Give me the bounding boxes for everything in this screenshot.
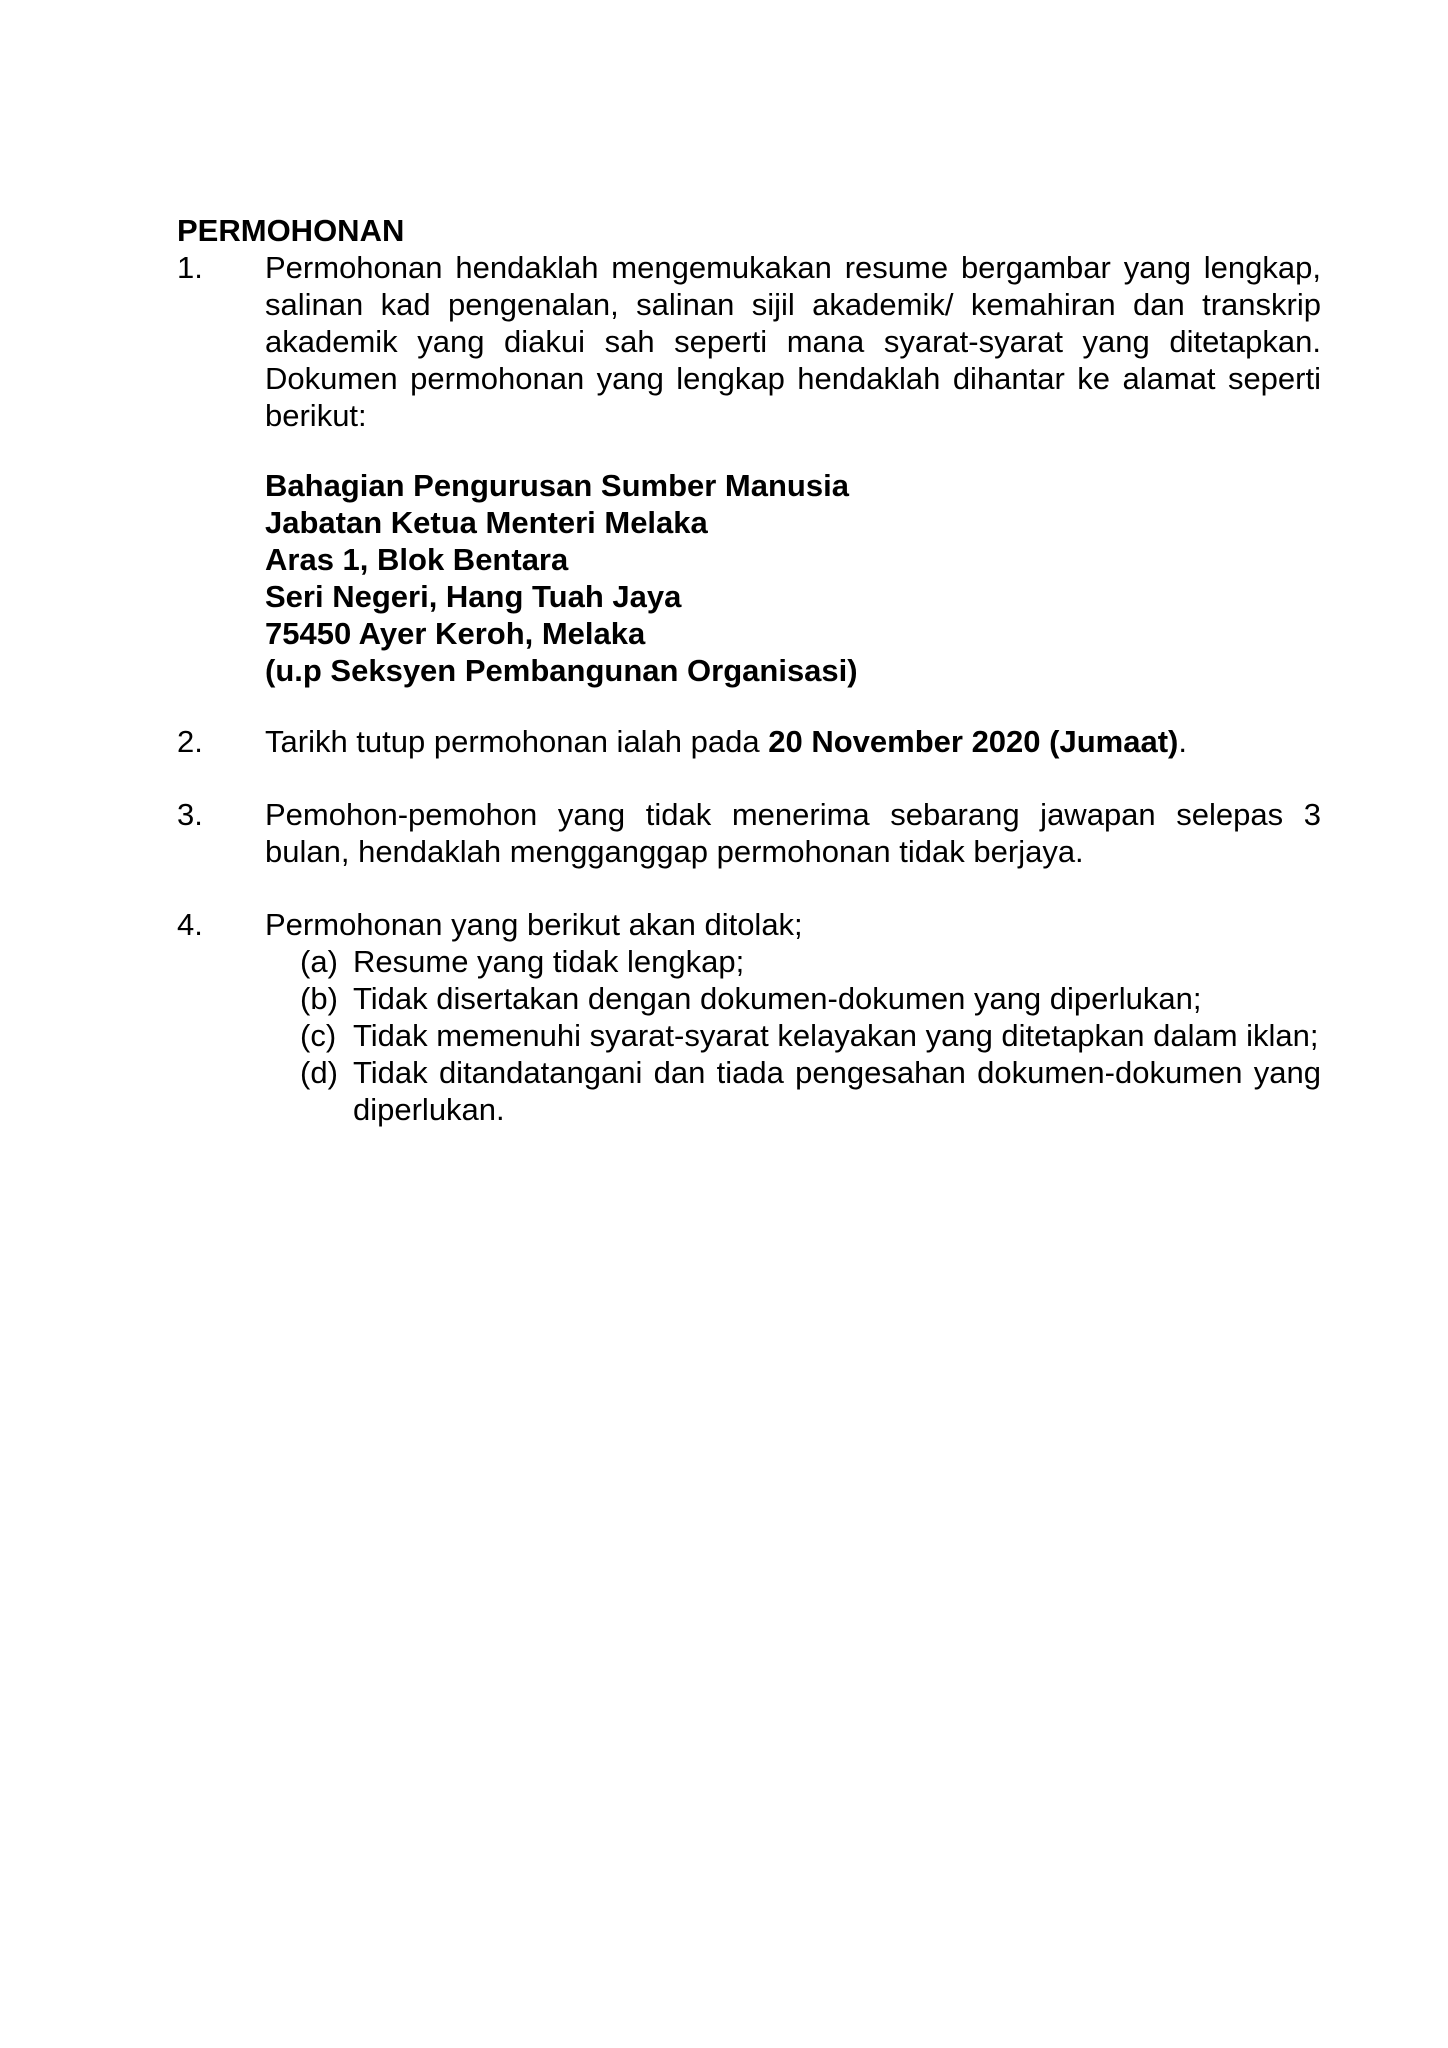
section-heading: PERMOHONAN	[177, 213, 405, 248]
item-text: Permohonan hendaklah mengemukakan resume bergambar yang lengkap, salinan kad pengenalan, salinan sijil akademik/ kemahiran dan transkrip akademik yang diakui sah seperti mana syarat-syarat yang ditetapkan. Dokumen permohonan yang lengkap hendaklah dihantar ke alamat seperti berikut:	[265, 250, 1321, 433]
item-number: 1.	[177, 250, 203, 285]
rejection-item	[300, 1054, 1321, 1128]
rejection-text: Tidak disertakan dengan dokumen-dokumen yang diperlukan;	[353, 981, 1202, 1016]
address-block	[265, 467, 858, 689]
rejection-item	[300, 1017, 1321, 1054]
rejection-text: Resume yang tidak lengkap;	[353, 944, 745, 979]
rejection-text: Tidak ditandatangani dan tiada pengesahan dokumen-dokumen yang diperlukan.	[353, 1055, 1321, 1127]
address-line: Jabatan Ketua Menteri Melaka	[265, 505, 708, 540]
rejection-item	[300, 980, 1321, 1017]
rejection-label: (d)	[300, 1055, 338, 1090]
rejection-label: (b)	[300, 981, 338, 1016]
closing-date-text: Tarikh tutup permohonan ialah pada	[265, 724, 769, 759]
address-line: Bahagian Pengurusan Sumber Manusia	[265, 468, 849, 503]
item-text	[265, 723, 1321, 760]
item-number: 4.	[177, 907, 203, 942]
rejection-text: Tidak memenuhi syarat-syarat kelayakan yang ditetapkan dalam iklan;	[353, 1018, 1319, 1053]
address-line: Aras 1, Blok Bentara	[265, 542, 569, 577]
address-line: (u.p Seksyen Pembangunan Organisasi)	[265, 653, 858, 688]
address-line: 75450 Ayer Keroh, Melaka	[265, 616, 646, 651]
item-number: 2.	[177, 724, 203, 759]
address-line: Seri Negeri, Hang Tuah Jaya	[265, 579, 682, 614]
item-number: 3.	[177, 797, 203, 832]
item-text: Pemohon-pemohon yang tidak menerima sebarang jawapan selepas 3 bulan, hendaklah mengganggap permohonan tidak berjaya.	[265, 797, 1321, 869]
rejection-label: (c)	[300, 1018, 337, 1053]
rejection-label: (a)	[300, 944, 338, 979]
closing-date-suffix: .	[1178, 724, 1187, 759]
item-text: Permohonan yang berikut akan ditolak;	[265, 907, 803, 942]
rejection-list	[300, 943, 1321, 1128]
rejection-item	[300, 943, 1321, 980]
closing-date: 20 November 2020 (Jumaat)	[768, 724, 1179, 759]
